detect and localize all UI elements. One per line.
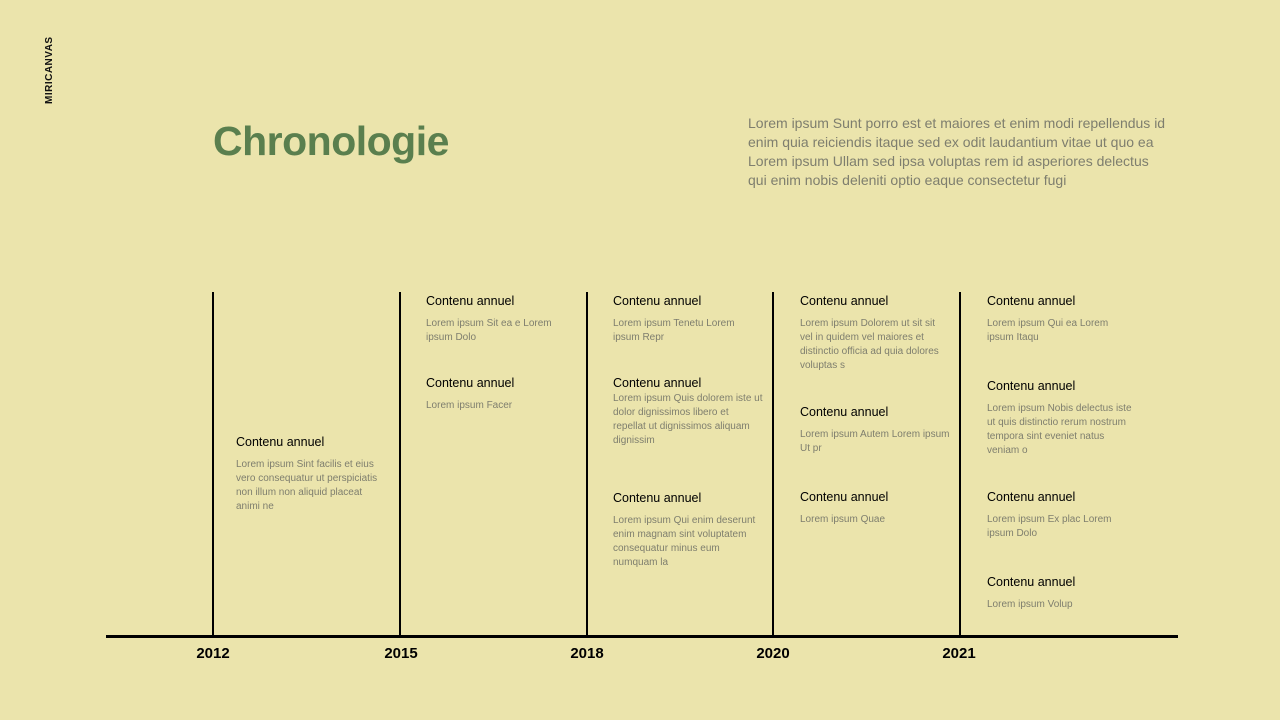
entry-title: Contenu annuel <box>800 490 889 504</box>
intro-paragraph: Lorem ipsum Sunt porro est et maiores et enim modi repellendus id enim quia reiciendis itaque sed ex odit laudantium vitae ut quo ea Lorem ipsum Ullam sed ipsa voluptas rem id asperiores delectus qui enim nobis deleniti optio eaque consectetur fugi <box>748 115 1166 188</box>
entry-title: Contenu annuel <box>613 376 702 390</box>
entry-title: Contenu annuel <box>987 490 1076 504</box>
entry-title: Contenu annuel <box>426 294 515 308</box>
page-title: Chronologie <box>213 118 449 164</box>
timeline-entry <box>987 294 1137 345</box>
year-label-2020: 2020 <box>756 645 790 662</box>
timeline-entry <box>800 490 950 527</box>
entry-text: Lorem ipsum Sint facilis et eius vero consequatur ut perspiciatis non illum non aliquid placeat animi ne <box>236 459 378 512</box>
timeline-entry <box>426 376 576 413</box>
year-label-2021: 2021 <box>942 645 976 662</box>
entry-text: Lorem ipsum Autem Lorem ipsum Ut pr <box>800 429 950 454</box>
entry-text: Lorem ipsum Tenetu Lorem ipsum Repr <box>613 318 735 343</box>
timeline-entry <box>987 575 1137 612</box>
year-divider-2018 <box>586 292 588 636</box>
timeline-entry <box>236 435 386 514</box>
entry-text: Lorem ipsum Nobis delectus iste ut quis distinctio rerum nostrum tempora sint eveniet natus veniam o <box>987 403 1132 456</box>
timeline-entry <box>987 490 1137 541</box>
year-divider-2015 <box>399 292 401 636</box>
year-divider-2020 <box>772 292 774 636</box>
entry-text: Lorem ipsum Facer <box>426 400 513 411</box>
year-label-2012: 2012 <box>196 645 230 662</box>
entry-text: Lorem ipsum Quae <box>800 514 886 525</box>
timeline-entry <box>613 491 763 570</box>
timeline-entry <box>800 405 950 456</box>
entry-title: Contenu annuel <box>987 379 1076 393</box>
year-label-2015: 2015 <box>384 645 418 662</box>
year-divider-2021 <box>959 292 961 636</box>
brand-logo: MIRICANVAS <box>44 36 55 104</box>
entry-text: Lorem ipsum Ex plac Lorem ipsum Dolo <box>987 514 1112 539</box>
timeline-entry <box>426 294 576 345</box>
timeline-axis <box>106 635 1178 638</box>
entry-title: Contenu annuel <box>987 575 1076 589</box>
entry-title: Contenu annuel <box>236 435 325 449</box>
entry-title: Contenu annuel <box>800 405 889 419</box>
year-label-2018: 2018 <box>570 645 604 662</box>
year-divider-2012 <box>212 292 214 636</box>
timeline-entry <box>613 294 763 345</box>
entry-text: Lorem ipsum Quis dolorem iste ut dolor dignissimos libero et repellat ut dignissimos aliquam dignissim <box>613 393 763 446</box>
timeline-entry <box>613 376 763 448</box>
entry-text: Lorem ipsum Sit ea e Lorem ipsum Dolo <box>426 318 552 343</box>
entry-text: Lorem ipsum Qui enim deserunt enim magnam sint voluptatem consequatur minus eum numquam la <box>613 515 756 568</box>
entry-title: Contenu annuel <box>613 491 702 505</box>
entry-title: Contenu annuel <box>987 294 1076 308</box>
entry-text: Lorem ipsum Qui ea Lorem ipsum Itaqu <box>987 318 1109 343</box>
entry-title: Contenu annuel <box>426 376 515 390</box>
entry-text: Lorem ipsum Volup <box>987 599 1073 610</box>
entry-text: Lorem ipsum Dolorem ut sit sit vel in quidem vel maiores et distinctio officia ad quia dolores voluptas s <box>800 318 939 371</box>
entry-title: Contenu annuel <box>613 294 702 308</box>
entry-title: Contenu annuel <box>800 294 889 308</box>
timeline-entry <box>800 294 950 373</box>
timeline-entry <box>987 379 1137 458</box>
